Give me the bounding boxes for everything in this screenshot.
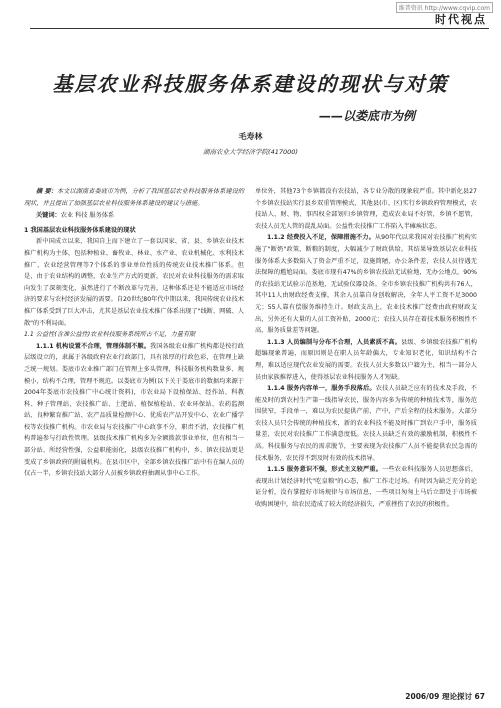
article-subtitle: ——以娄底市为例 (318, 109, 415, 123)
paragraph: 新中国成立以来，我国自上而下建立了一套以国家、省、县、乡镇农业技术推广机构为主体，包括种植业、畜牧业、林业、水产业、农业机械化、水利技术推广、农业经营管理等7个体系的事业单位性质的传统农业技术推广体系。但是，由于农业结构的调整，农业生产方式的更新，农民对农业科技服务的需求取向发生了深刻变化，虽然进行了不断改革与完善，这种体系还是不能适应市场经济的要求与农村经济发展的需要。自20世纪80年代中期以来，我国传统农业技术推广体系受到了巨大冲击，尤其是基层农业技术推广体系出现了"线断、网破、人散"的不利局面。 (24, 238, 244, 327)
author-affiliation: 湖南农业大学经济学院(417000) (203, 148, 298, 156)
right-column (255, 186, 477, 511)
paragraph (255, 464, 477, 510)
page-footer: 2006/09 理论探讨 67 (405, 692, 485, 701)
paragraph-text: 从90年代以来我国对农技推广机构实施了"断奶"政策，断粮的制度，大幅减少了财政供给。其结果导致基层农业科技服务体系大多数陷入了资金严重不足，设施简陋，办公条件差，农技人员待遇无法保障的尴尬局面。娄底市现有47%的乡镇农技站无试验地，无办公地点，90%的农技站无试验示范基地，无试验仪器设备。全市乡镇农技推广机构共有76人，其中11人由财政经费支撑，其余人员靠自身创收解决，全年人平工资不足3000元；55人靠有偿服务维持生计。财政支出上，农业技术推广经费由政府财政支出，另外还有大量的人员工资补贴，2000元；农技人员存在着技术服务积极性不高，服务质量差等问题。 (255, 234, 477, 335)
paragraph (255, 232, 477, 336)
paragraph-label: 1.1.3 人员编制与分布不合理，人员素质不高。 (267, 338, 402, 346)
header-rule (30, 28, 489, 29)
subsection-heading-1-1: 1.1 公益性(含准公益性)农业科技服务系统所占不足，力量有限 (24, 331, 196, 339)
paragraph-label: 1.1.5 服务意识不强，形式主义较严重。 (267, 466, 383, 474)
left-column (24, 186, 244, 480)
section-heading-1: 1 我国基层农业科技服务体系建设的现状 (24, 226, 136, 234)
keywords-label: 关键词： (36, 212, 61, 220)
paragraph-text: 一些农业科技服务人员思想落后，表现出计划经济时代"吃皇粮"的心态，推广工作走过场。有时因为缺乏充分的论证分析，没有掌握好市场规律与市场信息，一些项目匆匆上马后立即处于市场被收购困境中，给农民造成了较大的经济损失，严重挫伤了农民的积极性。 (255, 466, 478, 509)
journal-section-header: 时代视点 (435, 13, 487, 26)
keywords-text: 农业 科技 服务体系 (60, 212, 115, 220)
paragraph-text: 县级、乡镇级农技推广机构超编现象普遍，而原因则是在职人员年龄偏大，专业知识老化，知识结构不合理，难以适应现代农业发展的需要。农技人员大多数以户籍为主，相当一部分人员由家族推荐进入，使得基层农业科技服务人才短缺。 (255, 338, 477, 381)
paragraph-label: 1.1.2 经费投入不足，保障措施不力。 (267, 234, 375, 242)
abstract-text: 本文以湖南省娄底市为例，分析了我国基层农业科技服务体系建设的现状，并且提出了加强基层农业科技服务体系建设的建议与措施。 (24, 188, 245, 207)
article-title: 基层农业科技服务体系建设的现状与对策 (52, 72, 449, 96)
paragraph-label: 1.1.4 服务内容单一，服务手段落后。 (267, 385, 376, 393)
paragraph-label: 1.1.1 机构设置不合理，管理体制不顺。 (36, 342, 150, 350)
author-name: 毛寿林 (238, 132, 263, 141)
paragraph (24, 341, 244, 480)
paragraph-text: 农技人员缺乏应有的技术及手段，不能及时的到农村生产第一线指导农民，服务内容多为传统的种植技术等，服务范围狭窄，手段单一，难以为农民提供产前、产中、产后全程的技术服务。大部分农技人员只会传统的种植技术，新的农业科技不能及时推广到农户手中，服务质量差，农民对农技推广工作满意度低。农技人员缺乏有效的激励机制，积极性不高。科技服务与农民的需求脱节，主要表现为农技推广人员不能提供农民急需的技术服务，农民得不到及时有效的技术指导。 (255, 385, 477, 462)
paragraph-text: 我国各级农业推广机构都是按行政层级设立的，隶属于各级政府农业行政部门，具有浓厚的行政色彩，在管理上缺乏统一规划。娄底市农业推广部门在管理上多头管理，科技服务机构数量多、规模小，结构不合理，管理不规范。以娄底市为例(以下关于娄底市的数据均来源于2004年娄底市农技推广中心统计资料)，市农业局下设植保站、经作站、科教科、种子管理站、农技推广站、土肥站、植保植检站、农业环保站、农药监测站、良种繁育推广站、农产品质量检测中心、优质农产品开发中心、农业广播学校等农技推广机构。市农业局与农技推广中心政事不分，职责不清，农技推广机构普遍参与行政性管理。县级技术推广机构多为全额拨款事业单位，但有相当一部分站、所经营性强，公益职能弱化，县级农技推广机构中，乡、镇农技站更是变成了乡镇政府的附属机构。在县市区中，全部乡镇农技推广站中有在编人员的仅占一半，乡镇农技站大部分人员被乡镇政府抽调从事中心工作。 (24, 342, 244, 478)
paragraph: 单位外，其他73个乡镇都没有农技站，各专业分散的现象较严重。其中新化县27个乡镇农技站实行县乡双重管理模式，其他县(市、区)实行乡镇政府管理模式，农技站人、财、物、事四权全部划归乡镇管理，造成农业局不好管，乡镇不愿管，农技人员无人管的混乱局面。公益性农技推广工作陷入半瘫痪状态。 (255, 188, 477, 230)
keywords (24, 210, 244, 222)
paragraph (255, 337, 477, 383)
abstract-label: 摘 要： (36, 188, 57, 195)
paragraph (255, 383, 477, 464)
watermark: 维普资讯 http://www.cqvip.com (396, 2, 493, 13)
abstract (24, 186, 244, 209)
